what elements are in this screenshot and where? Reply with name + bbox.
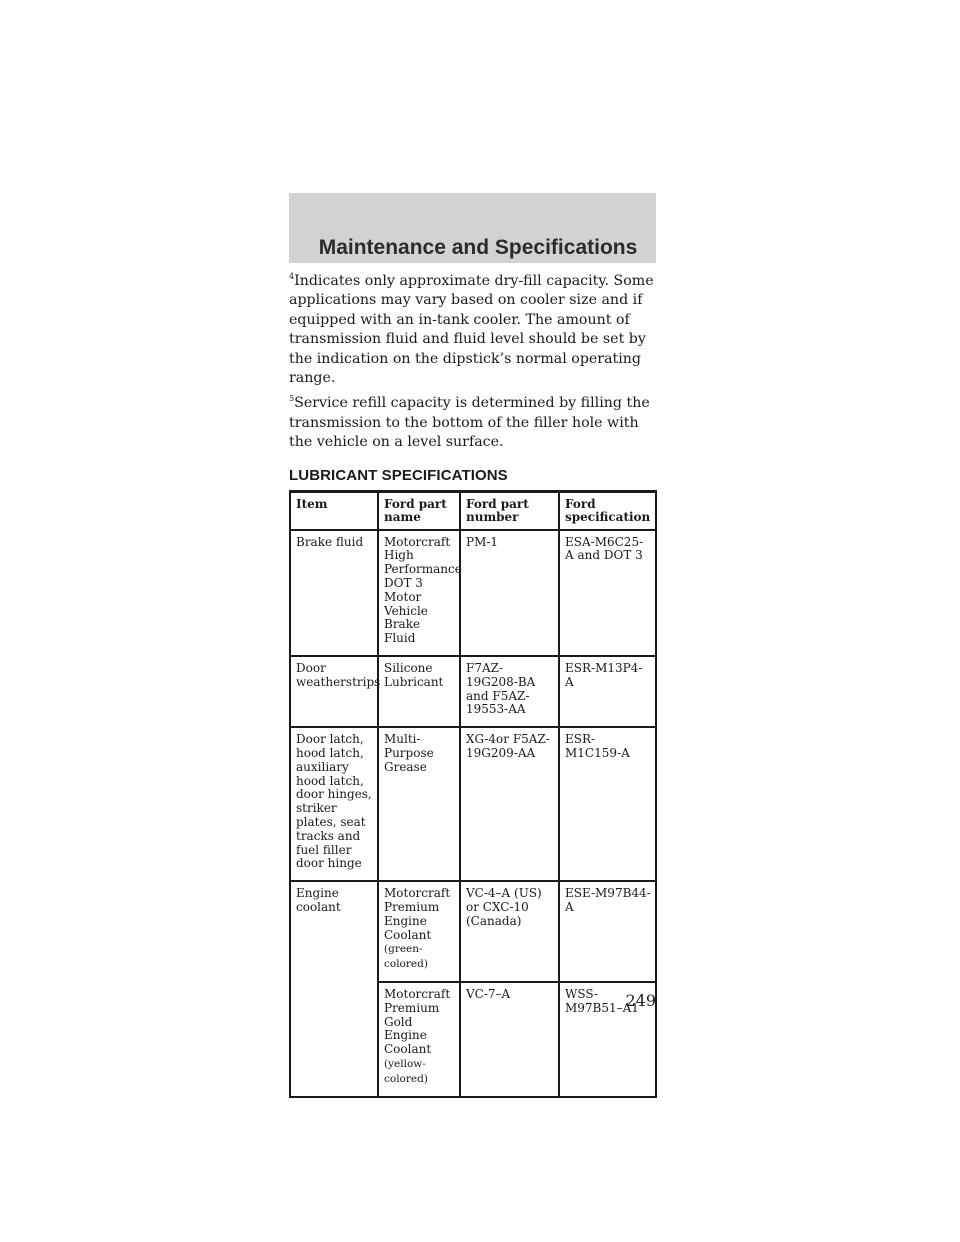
page-section-title: Maintenance and Specifications [318, 236, 638, 259]
footnote-4 [289, 272, 656, 388]
table-row [290, 727, 656, 881]
column-header-specification: Ford specification [559, 491, 656, 530]
footnote-marker: 5 [289, 394, 295, 404]
cell-part-number: F7AZ-19G208-BA and F5AZ-19553-AA [460, 656, 559, 727]
footnote-5 [289, 394, 656, 452]
part-name-color-note: (green-colored) [384, 943, 428, 971]
cell-part-number: VC-7–A [460, 982, 559, 1097]
cell-part-name [378, 982, 460, 1097]
table-row [290, 656, 656, 727]
column-header-part-number: Ford part number [460, 491, 559, 530]
lubricant-specifications-heading: LUBRICANT SPECIFICATIONS [289, 466, 508, 484]
footnote-text: Indicates only approximate dry-fill capacity. Some applications may vary based on cooler size and if equipped with an in-tank cooler. The amount of transmission fluid and fluid level should be set by the indication on the dipstick’s normal operating range. [289, 273, 654, 387]
part-name-text: Motorcraft Premium Engine Coolant [384, 886, 451, 942]
cell-specification: ESA-M6C25-A and DOT 3 [559, 530, 656, 656]
column-header-item: Item [290, 491, 378, 530]
cell-item: Brake fluid [290, 530, 378, 656]
cell-item: Door latch, hood latch, auxiliary hood latch, door hinges, striker plates, seat tracks and fuel filler door hinge [290, 727, 378, 881]
part-name-color-note: (yellow-colored) [384, 1057, 428, 1085]
footnote-text: Service refill capacity is determined by filling the transmission to the bottom of the filler hole with the vehicle on a level surface. [289, 395, 650, 451]
cell-specification: WSS-M97B51–A1 [559, 982, 656, 1097]
part-name-text: Motorcraft Premium Gold Engine Coolant [384, 986, 451, 1057]
cell-item: Door weatherstrips [290, 656, 378, 727]
cell-specification: ESE-M97B44-A [559, 881, 656, 982]
cell-specification: ESR-M13P4-A [559, 656, 656, 727]
cell-part-number: XG-4or F5AZ-19G209-AA [460, 727, 559, 881]
cell-part-name: Motorcraft High Performance DOT 3 Motor Vehicle Brake Fluid [378, 530, 460, 656]
page-number: 249 [625, 991, 656, 1010]
cell-part-name [378, 881, 460, 982]
cell-part-name: Silicone Lubricant [378, 656, 460, 727]
cell-part-name: Multi-Purpose Grease [378, 727, 460, 881]
page-content [289, 272, 656, 1098]
cell-item: Engine coolant [290, 881, 378, 1096]
column-header-part-name: Ford part name [378, 491, 460, 530]
table-header-row [290, 491, 656, 530]
table-row [290, 881, 656, 982]
table-row [290, 530, 656, 656]
footnote-marker: 4 [289, 272, 295, 281]
cell-part-number: PM-1 [460, 530, 559, 656]
cell-part-number: VC-4–A (US) or CXC-10 (Canada) [460, 881, 559, 982]
cell-specification: ESR-M1C159-A [559, 727, 656, 881]
